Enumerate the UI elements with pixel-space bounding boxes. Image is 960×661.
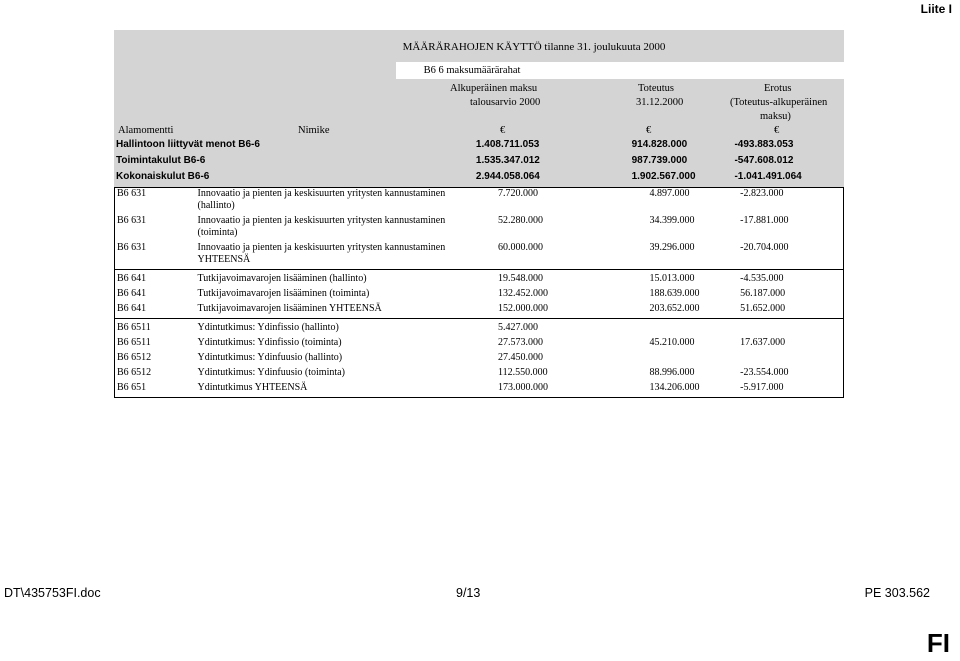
row-actual: 134.206.000: [649, 382, 700, 393]
row-code: B6 631: [117, 188, 147, 199]
row-diff: -23.554.000: [740, 367, 789, 378]
row-budget: 152.000.000: [497, 303, 548, 314]
table-row: [115, 382, 844, 398]
summary-diff: -493.883.053: [732, 139, 844, 155]
subtitle: B6 6 maksumäärärahat: [423, 65, 521, 76]
table-row: [115, 215, 844, 242]
row-code: B6 641: [117, 288, 147, 299]
row-code: B6 631: [117, 242, 147, 253]
table-row: [115, 337, 844, 352]
summary-row: [114, 155, 844, 171]
row-code: B6 6512: [117, 352, 152, 363]
summary-budget: 1.535.347.012: [474, 155, 596, 171]
row-diff: [732, 352, 843, 367]
row-budget: 60.000.000: [497, 242, 543, 253]
row-actual: 45.210.000: [649, 337, 695, 348]
row-name: Innovaatio ja pienten ja keskisuurten yritysten kannustaminen (toiminta): [197, 215, 446, 238]
detail-table: [114, 187, 844, 398]
row-diff: 56.187.000: [740, 288, 786, 299]
row-diff: -17.881.000: [740, 215, 789, 226]
row-actual: [595, 319, 732, 338]
row-diff: -20.704.000: [740, 242, 789, 253]
row-name: Ydintutkimus: Ydinfissio (toiminta): [197, 337, 342, 348]
row-diff: -4.535.000: [732, 270, 843, 289]
header-budget-line1: Alkuperäinen maksu: [450, 83, 538, 94]
row-diff: 51.652.000: [740, 303, 786, 314]
row-diff: -2.823.000: [740, 188, 784, 199]
subtitle-row: [114, 62, 844, 79]
row-diff: -5.917.000: [740, 382, 784, 393]
row-actual: 34.399.000: [649, 215, 695, 226]
summary-diff: -1.041.491.064: [732, 171, 844, 187]
header-euro-diff: €: [774, 125, 780, 136]
row-name: Ydintutkimus: Ydinfuusio (hallinto): [197, 352, 343, 363]
row-code: B6 641: [115, 270, 196, 289]
title-band: [114, 30, 844, 62]
table-row: [115, 352, 844, 367]
page-number: 9/13: [456, 586, 481, 600]
language-code: FI: [926, 628, 950, 658]
row-name: Ydintutkimus YHTEENSÄ: [197, 382, 308, 393]
summary-budget: 1.408.711.053: [474, 139, 596, 155]
row-diff: [732, 319, 843, 338]
page-title: MÄÄRÄRAHOJEN KÄYTTÖ tilanne 31. joulukuuta 2000: [402, 41, 666, 53]
summary-budget: 2.944.058.064: [474, 171, 596, 187]
row-budget: 7.720.000: [497, 188, 538, 199]
row-code: B6 6511: [115, 319, 196, 338]
column-headers: [114, 79, 844, 139]
budget-table: [114, 30, 844, 398]
summary-actual: 914.828.000: [596, 139, 733, 155]
row-actual: 188.639.000: [649, 288, 700, 299]
header-actual-line2: 31.12.2000: [636, 97, 684, 108]
row-code: B6 651: [117, 382, 147, 393]
row-name: Tutkijavoimavarojen lisääminen YHTEENSÄ: [197, 303, 382, 314]
summary-table: [114, 139, 844, 187]
row-actual: 15.013.000: [595, 270, 732, 289]
row-actual: 203.652.000: [649, 303, 700, 314]
row-name: Ydintutkimus: Ydinfuusio (toiminta): [197, 367, 345, 378]
row-name: Tutkijavoimavarojen lisääminen (toiminta): [197, 288, 370, 299]
summary-label: Toimintakulut B6-6: [114, 155, 474, 171]
table-row: [115, 319, 844, 338]
row-name: Innovaatio ja pienten ja keskisuurten yritysten kannustaminen YHTEENSÄ: [197, 242, 446, 265]
doc-reference: DT\435753FI.doc: [4, 586, 101, 600]
row-name: Innovaatio ja pienten ja keskisuurten yritysten kannustaminen (hallinto): [197, 188, 446, 211]
header-euro-budget: €: [500, 125, 506, 136]
header-euro-actual: €: [646, 125, 652, 136]
row-budget: 173.000.000: [497, 382, 548, 393]
table-row: [115, 288, 844, 303]
row-budget: 27.450.000: [497, 352, 543, 363]
row-name: Ydintutkimus: Ydinfissio (hallinto): [196, 319, 474, 338]
row-budget: 132.452.000: [497, 288, 548, 299]
row-budget: 5.427.000: [474, 319, 596, 338]
table-row: [115, 188, 844, 216]
table-row: [115, 303, 844, 319]
row-actual: 88.996.000: [649, 367, 695, 378]
row-actual: 39.296.000: [649, 242, 695, 253]
summary-row: [114, 139, 844, 155]
row-budget: 19.548.000: [474, 270, 596, 289]
row-code: B6 6511: [117, 337, 151, 348]
row-actual: 4.897.000: [649, 188, 690, 199]
row-diff: 17.637.000: [740, 337, 786, 348]
summary-label: Kokonaiskulut B6-6: [114, 171, 474, 187]
summary-row: [114, 171, 844, 187]
corner-label: Liite I: [920, 2, 952, 16]
row-budget: 27.573.000: [497, 337, 543, 348]
summary-diff: -547.608.012: [732, 155, 844, 171]
summary-actual: 987.739.000: [596, 155, 733, 171]
summary-label: Hallintoon liittyvät menot B6-6: [114, 139, 474, 155]
table-row: [115, 270, 844, 289]
row-code: B6 631: [117, 215, 147, 226]
header-actual-line1: Toteutus: [638, 83, 675, 94]
row-name: Tutkijavoimavarojen lisääminen (hallinto): [196, 270, 474, 289]
row-budget: 52.280.000: [497, 215, 543, 226]
header-alamomentti: Alamomentti: [118, 125, 174, 136]
header-diff-line2: (Toteutus-alkuperäinen: [730, 97, 828, 108]
table-row: [115, 367, 844, 382]
row-actual: [595, 352, 732, 367]
summary-actual: 1.902.567.000: [596, 171, 733, 187]
header-budget-line2: talousarvio 2000: [470, 97, 541, 108]
header-diff-line1: Erotus: [764, 83, 792, 94]
header-diff-line3: maksu): [760, 111, 791, 122]
header-nimike: Nimike: [298, 125, 330, 136]
row-code: B6 6512: [117, 367, 152, 378]
pe-reference: PE 303.562: [864, 586, 930, 600]
row-budget: 112.550.000: [497, 367, 548, 378]
row-code: B6 641: [117, 303, 147, 314]
table-row: [115, 242, 844, 270]
